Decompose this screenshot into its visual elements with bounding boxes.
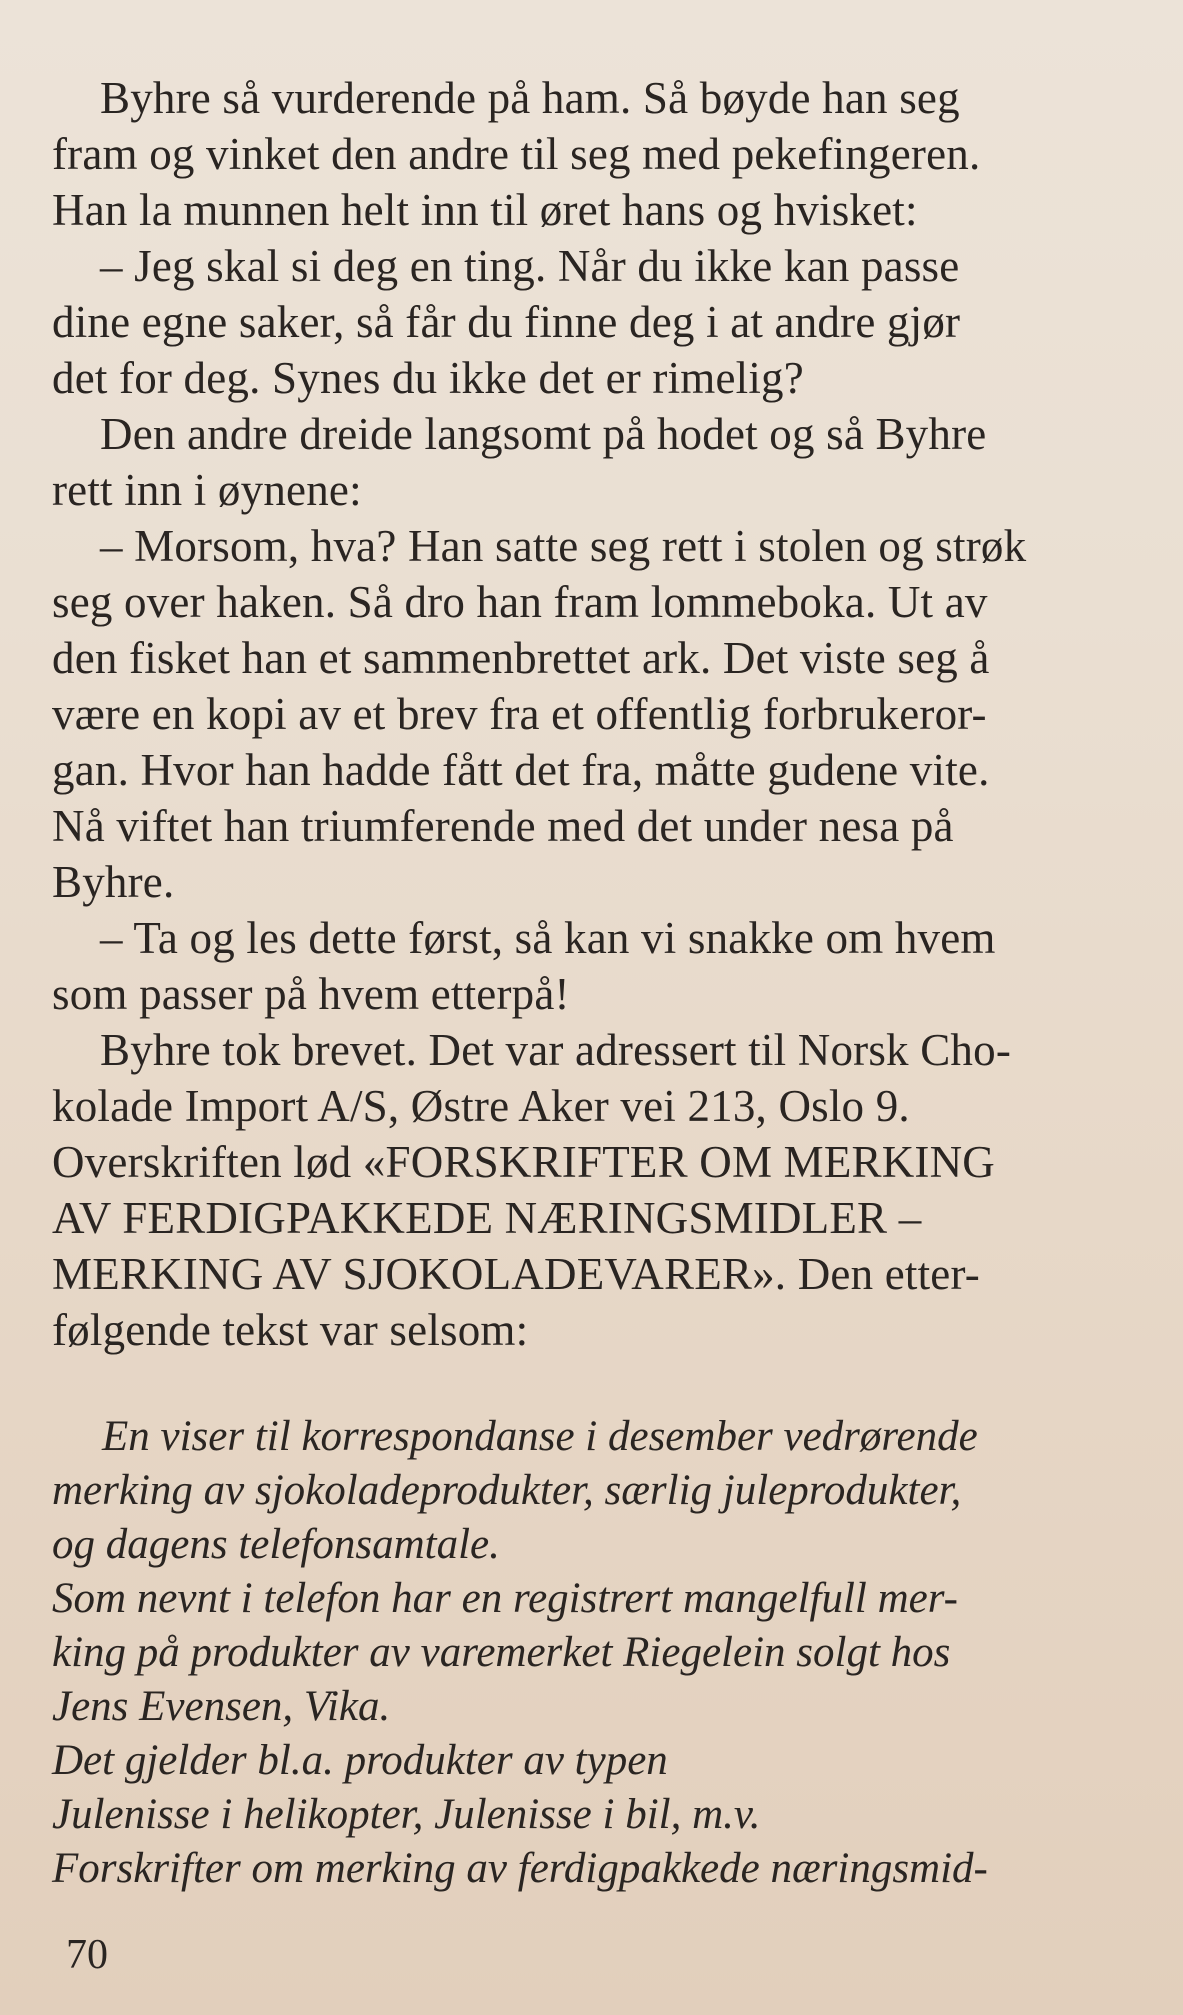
letter-line: Forskrifter om merking av ferdigpakkede næringsmid- <box>52 1845 988 1892</box>
page-number: 70 <box>66 1932 108 1978</box>
text-line: følgende tekst var selsom: <box>52 1305 529 1355</box>
text-line: Byhre. <box>52 857 175 907</box>
text-line: det for deg. Synes du ikke det er rimelig? <box>52 353 804 403</box>
paragraph <box>52 518 1142 910</box>
text-line: MERKING AV SJOKOLADEVARER». Den etter- <box>52 1249 980 1299</box>
text-line: som passer på hvem etterpå! <box>52 969 570 1019</box>
text-line: Byhre så vurderende på ham. Så bøyde han seg <box>100 73 960 123</box>
text-line: Overskriften lød «FORSKRIFTER OM MERKING <box>52 1137 996 1187</box>
paragraph <box>52 238 1142 406</box>
text-line: seg over haken. Så dro han fram lommeboka. Ut av <box>52 577 988 627</box>
text-line: – Jeg skal si deg en ting. Når du ikke kan passe <box>100 241 960 291</box>
paragraph <box>52 910 1142 1022</box>
letter-line: merking av sjokoladeprodukter, særlig juleprodukter, <box>52 1467 962 1514</box>
text-line: Byhre tok brevet. Det var adressert til Norsk Cho- <box>100 1025 1012 1075</box>
letter-line: Det gjelder bl.a. produkter av typen <box>52 1737 668 1784</box>
letter-line: En viser til korrespondanse i desember vedrørende <box>102 1413 978 1460</box>
quoted-letter <box>52 1410 1142 1896</box>
text-line: Den andre dreide langsomt på hodet og så Byhre <box>100 409 987 459</box>
text-line: kolade Import A/S, Østre Aker vei 213, Oslo 9. <box>52 1081 910 1131</box>
text-line: AV FERDIGPAKKEDE NÆRINGSMIDLER – <box>52 1193 922 1243</box>
letter-line: Julenisse i helikopter, Julenisse i bil, m.v. <box>52 1791 761 1838</box>
text-line: gan. Hvor han hadde fått det fra, måtte gudene vite. <box>52 745 990 795</box>
text-line: Nå viftet han triumferende med det under nesa på <box>52 801 954 851</box>
text-line: – Morsom, hva? Han satte seg rett i stolen og strøk <box>100 521 1027 571</box>
letter-line: king på produkter av varemerket Riegelein solgt hos <box>52 1629 951 1676</box>
text-line: fram og vinket den andre til seg med pekefingeren. <box>52 129 981 179</box>
paragraph <box>52 1022 1142 1358</box>
text-line: rett inn i øynene: <box>52 465 362 515</box>
body-text <box>52 70 1142 1358</box>
paragraph <box>52 70 1142 238</box>
text-line: den fisket han et sammenbrettet ark. Det viste seg å <box>52 633 990 683</box>
paragraph <box>52 406 1142 518</box>
text-line: dine egne saker, så får du finne deg i at andre gjør <box>52 297 961 347</box>
text-line: være en kopi av et brev fra et offentlig forbrukeror- <box>52 689 987 739</box>
letter-line: og dagens telefonsamtale. <box>52 1521 500 1568</box>
text-line: Han la munnen helt inn til øret hans og hvisket: <box>52 185 918 235</box>
letter-line: Som nevnt i telefon har en registrert mangelfull mer- <box>52 1575 958 1622</box>
letter-line: Jens Evensen, Vika. <box>52 1683 391 1730</box>
text-line: – Ta og les dette først, så kan vi snakke om hvem <box>100 913 996 963</box>
book-page <box>52 70 1142 1896</box>
